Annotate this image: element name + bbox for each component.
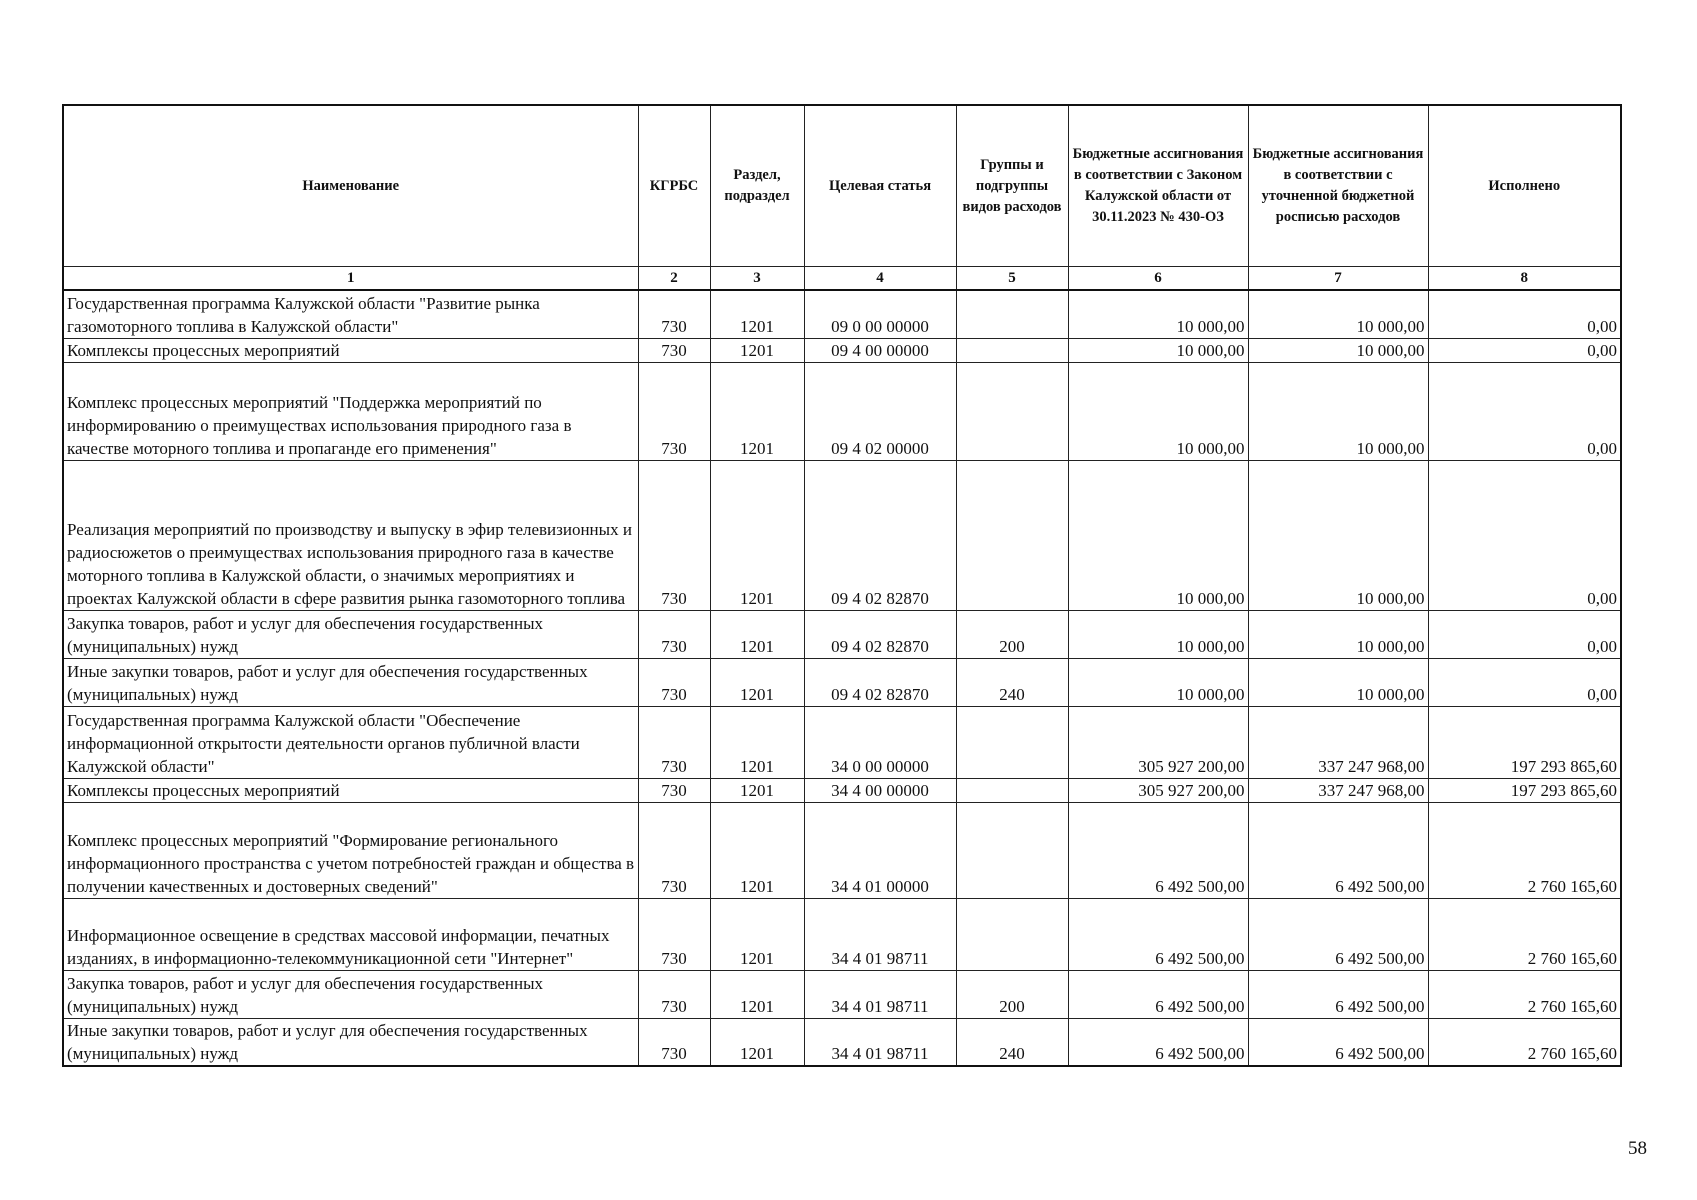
row-expense-group — [956, 362, 1068, 460]
row-target-article: 34 0 00 00000 — [804, 706, 956, 778]
row-expense-group — [956, 778, 1068, 802]
row-name: Государственная программа Калужской области "Обеспечение информационной открытости деятельности органов публичной власти Калужской области" — [63, 706, 638, 778]
row-section: 1201 — [710, 778, 804, 802]
row-executed: 0,00 — [1428, 460, 1621, 610]
row-name: Иные закупки товаров, работ и услуг для обеспечения государственных (муниципальных) нужд — [63, 1018, 638, 1066]
row-refined-allocation: 6 492 500,00 — [1248, 1018, 1428, 1066]
row-name: Государственная программа Калужской области "Развитие рынка газомоторного топлива в Калужской области" — [63, 290, 638, 338]
row-refined-allocation: 6 492 500,00 — [1248, 898, 1428, 970]
row-refined-allocation: 10 000,00 — [1248, 658, 1428, 706]
row-law-allocation: 305 927 200,00 — [1068, 706, 1248, 778]
table-row — [63, 610, 1621, 658]
column-number-row — [63, 267, 1621, 291]
row-law-allocation: 305 927 200,00 — [1068, 778, 1248, 802]
row-expense-group — [956, 898, 1068, 970]
row-name: Закупка товаров, работ и услуг для обеспечения государственных (муниципальных) нужд — [63, 970, 638, 1018]
row-kgrbs: 730 — [638, 1018, 710, 1066]
row-refined-allocation: 10 000,00 — [1248, 610, 1428, 658]
row-name: Комплексы процессных мероприятий — [63, 778, 638, 802]
row-expense-group: 200 — [956, 610, 1068, 658]
row-refined-allocation: 10 000,00 — [1248, 338, 1428, 362]
table-row — [63, 460, 1621, 610]
row-kgrbs: 730 — [638, 610, 710, 658]
page-number: 58 — [1628, 1138, 1647, 1159]
row-law-allocation: 6 492 500,00 — [1068, 898, 1248, 970]
row-refined-allocation: 337 247 968,00 — [1248, 778, 1428, 802]
row-target-article: 34 4 01 98711 — [804, 1018, 956, 1066]
row-law-allocation: 6 492 500,00 — [1068, 802, 1248, 898]
row-refined-allocation: 6 492 500,00 — [1248, 802, 1428, 898]
column-number: 6 — [1068, 267, 1248, 291]
row-kgrbs: 730 — [638, 970, 710, 1018]
table-row — [63, 1018, 1621, 1066]
row-section: 1201 — [710, 460, 804, 610]
row-expense-group: 240 — [956, 658, 1068, 706]
row-law-allocation: 6 492 500,00 — [1068, 1018, 1248, 1066]
row-kgrbs: 730 — [638, 778, 710, 802]
header-row — [63, 105, 1621, 267]
row-section: 1201 — [710, 1018, 804, 1066]
row-target-article: 09 4 00 00000 — [804, 338, 956, 362]
row-law-allocation: 10 000,00 — [1068, 290, 1248, 338]
row-expense-group — [956, 802, 1068, 898]
row-expense-group — [956, 290, 1068, 338]
row-executed: 2 760 165,60 — [1428, 802, 1621, 898]
table-row — [63, 706, 1621, 778]
row-target-article: 09 4 02 82870 — [804, 460, 956, 610]
row-name: Иные закупки товаров, работ и услуг для обеспечения государственных (муниципальных) нужд — [63, 658, 638, 706]
column-number: 2 — [638, 267, 710, 291]
header-section: Раздел, подраздел — [710, 105, 804, 267]
header-kgrbs: КГРБС — [638, 105, 710, 267]
row-refined-allocation: 10 000,00 — [1248, 290, 1428, 338]
row-law-allocation: 10 000,00 — [1068, 338, 1248, 362]
row-kgrbs: 730 — [638, 898, 710, 970]
row-target-article: 34 4 01 00000 — [804, 802, 956, 898]
row-expense-group — [956, 460, 1068, 610]
row-target-article: 09 4 02 82870 — [804, 658, 956, 706]
row-kgrbs: 730 — [638, 706, 710, 778]
row-section: 1201 — [710, 802, 804, 898]
table-row — [63, 970, 1621, 1018]
table-row — [63, 898, 1621, 970]
row-section: 1201 — [710, 290, 804, 338]
row-executed: 0,00 — [1428, 338, 1621, 362]
row-name: Информационное освещение в средствах массовой информации, печатных изданиях, в информационно-телекоммуникационной сети "Интернет" — [63, 898, 638, 970]
column-number: 4 — [804, 267, 956, 291]
row-law-allocation: 10 000,00 — [1068, 658, 1248, 706]
row-target-article: 09 0 00 00000 — [804, 290, 956, 338]
row-section: 1201 — [710, 338, 804, 362]
column-number: 8 — [1428, 267, 1621, 291]
row-section: 1201 — [710, 706, 804, 778]
row-expense-group — [956, 706, 1068, 778]
column-number: 5 — [956, 267, 1068, 291]
row-section: 1201 — [710, 970, 804, 1018]
row-kgrbs: 730 — [638, 362, 710, 460]
row-refined-allocation: 10 000,00 — [1248, 460, 1428, 610]
table-row — [63, 290, 1621, 338]
row-target-article: 34 4 01 98711 — [804, 970, 956, 1018]
column-number: 7 — [1248, 267, 1428, 291]
table-row — [63, 778, 1621, 802]
row-kgrbs: 730 — [638, 338, 710, 362]
row-executed: 0,00 — [1428, 610, 1621, 658]
row-refined-allocation: 6 492 500,00 — [1248, 970, 1428, 1018]
row-executed: 197 293 865,60 — [1428, 706, 1621, 778]
row-executed: 2 760 165,60 — [1428, 970, 1621, 1018]
row-executed: 197 293 865,60 — [1428, 778, 1621, 802]
row-law-allocation: 10 000,00 — [1068, 610, 1248, 658]
row-executed: 0,00 — [1428, 362, 1621, 460]
row-section: 1201 — [710, 898, 804, 970]
row-expense-group: 240 — [956, 1018, 1068, 1066]
table-row — [63, 802, 1621, 898]
row-target-article: 09 4 02 00000 — [804, 362, 956, 460]
row-kgrbs: 730 — [638, 290, 710, 338]
row-executed: 2 760 165,60 — [1428, 898, 1621, 970]
table-row — [63, 658, 1621, 706]
row-target-article: 34 4 01 98711 — [804, 898, 956, 970]
table-row — [63, 362, 1621, 460]
row-kgrbs: 730 — [638, 658, 710, 706]
header-expense-group: Группы и подгруппы видов расходов — [956, 105, 1068, 267]
row-name: Комплексы процессных мероприятий — [63, 338, 638, 362]
row-kgrbs: 730 — [638, 460, 710, 610]
row-expense-group: 200 — [956, 970, 1068, 1018]
column-number: 3 — [710, 267, 804, 291]
row-law-allocation: 10 000,00 — [1068, 362, 1248, 460]
row-name: Комплекс процессных мероприятий "Формирование регионального информационного пространства с учетом потребностей граждан и общества в получении качественных и достоверных сведений" — [63, 802, 638, 898]
row-expense-group — [956, 338, 1068, 362]
row-refined-allocation: 10 000,00 — [1248, 362, 1428, 460]
header-law-allocation: Бюджетные ассигнования в соответствии с Законом Калужской области от 30.11.2023 № 430-ОЗ — [1068, 105, 1248, 267]
header-target-article: Целевая статья — [804, 105, 956, 267]
row-name: Комплекс процессных мероприятий "Поддержка мероприятий по информированию о преимуществах использования природного газа в качестве моторного топлива и пропаганде его применения" — [63, 362, 638, 460]
row-refined-allocation: 337 247 968,00 — [1248, 706, 1428, 778]
row-name: Закупка товаров, работ и услуг для обеспечения государственных (муниципальных) нужд — [63, 610, 638, 658]
budget-table — [62, 104, 1622, 1067]
row-law-allocation: 6 492 500,00 — [1068, 970, 1248, 1018]
row-kgrbs: 730 — [638, 802, 710, 898]
column-number: 1 — [63, 267, 638, 291]
header-executed: Исполнено — [1428, 105, 1621, 267]
row-section: 1201 — [710, 658, 804, 706]
table-row — [63, 338, 1621, 362]
row-executed: 0,00 — [1428, 658, 1621, 706]
row-executed: 2 760 165,60 — [1428, 1018, 1621, 1066]
row-target-article: 09 4 02 82870 — [804, 610, 956, 658]
row-section: 1201 — [710, 362, 804, 460]
row-section: 1201 — [710, 610, 804, 658]
header-name: Наименование — [63, 105, 638, 267]
header-refined-allocation: Бюджетные ассигнования в соответствии с уточненной бюджетной росписью расходов — [1248, 105, 1428, 267]
row-law-allocation: 10 000,00 — [1068, 460, 1248, 610]
row-executed: 0,00 — [1428, 290, 1621, 338]
row-name: Реализация мероприятий по производству и выпуску в эфир телевизионных и радиосюжетов о преимуществах использования природного газа в качестве моторного топлива в Калужской области, о значимых мероприятиях и проектах Калужской области в сфере развития рынка газомоторного топлива — [63, 460, 638, 610]
row-target-article: 34 4 00 00000 — [804, 778, 956, 802]
